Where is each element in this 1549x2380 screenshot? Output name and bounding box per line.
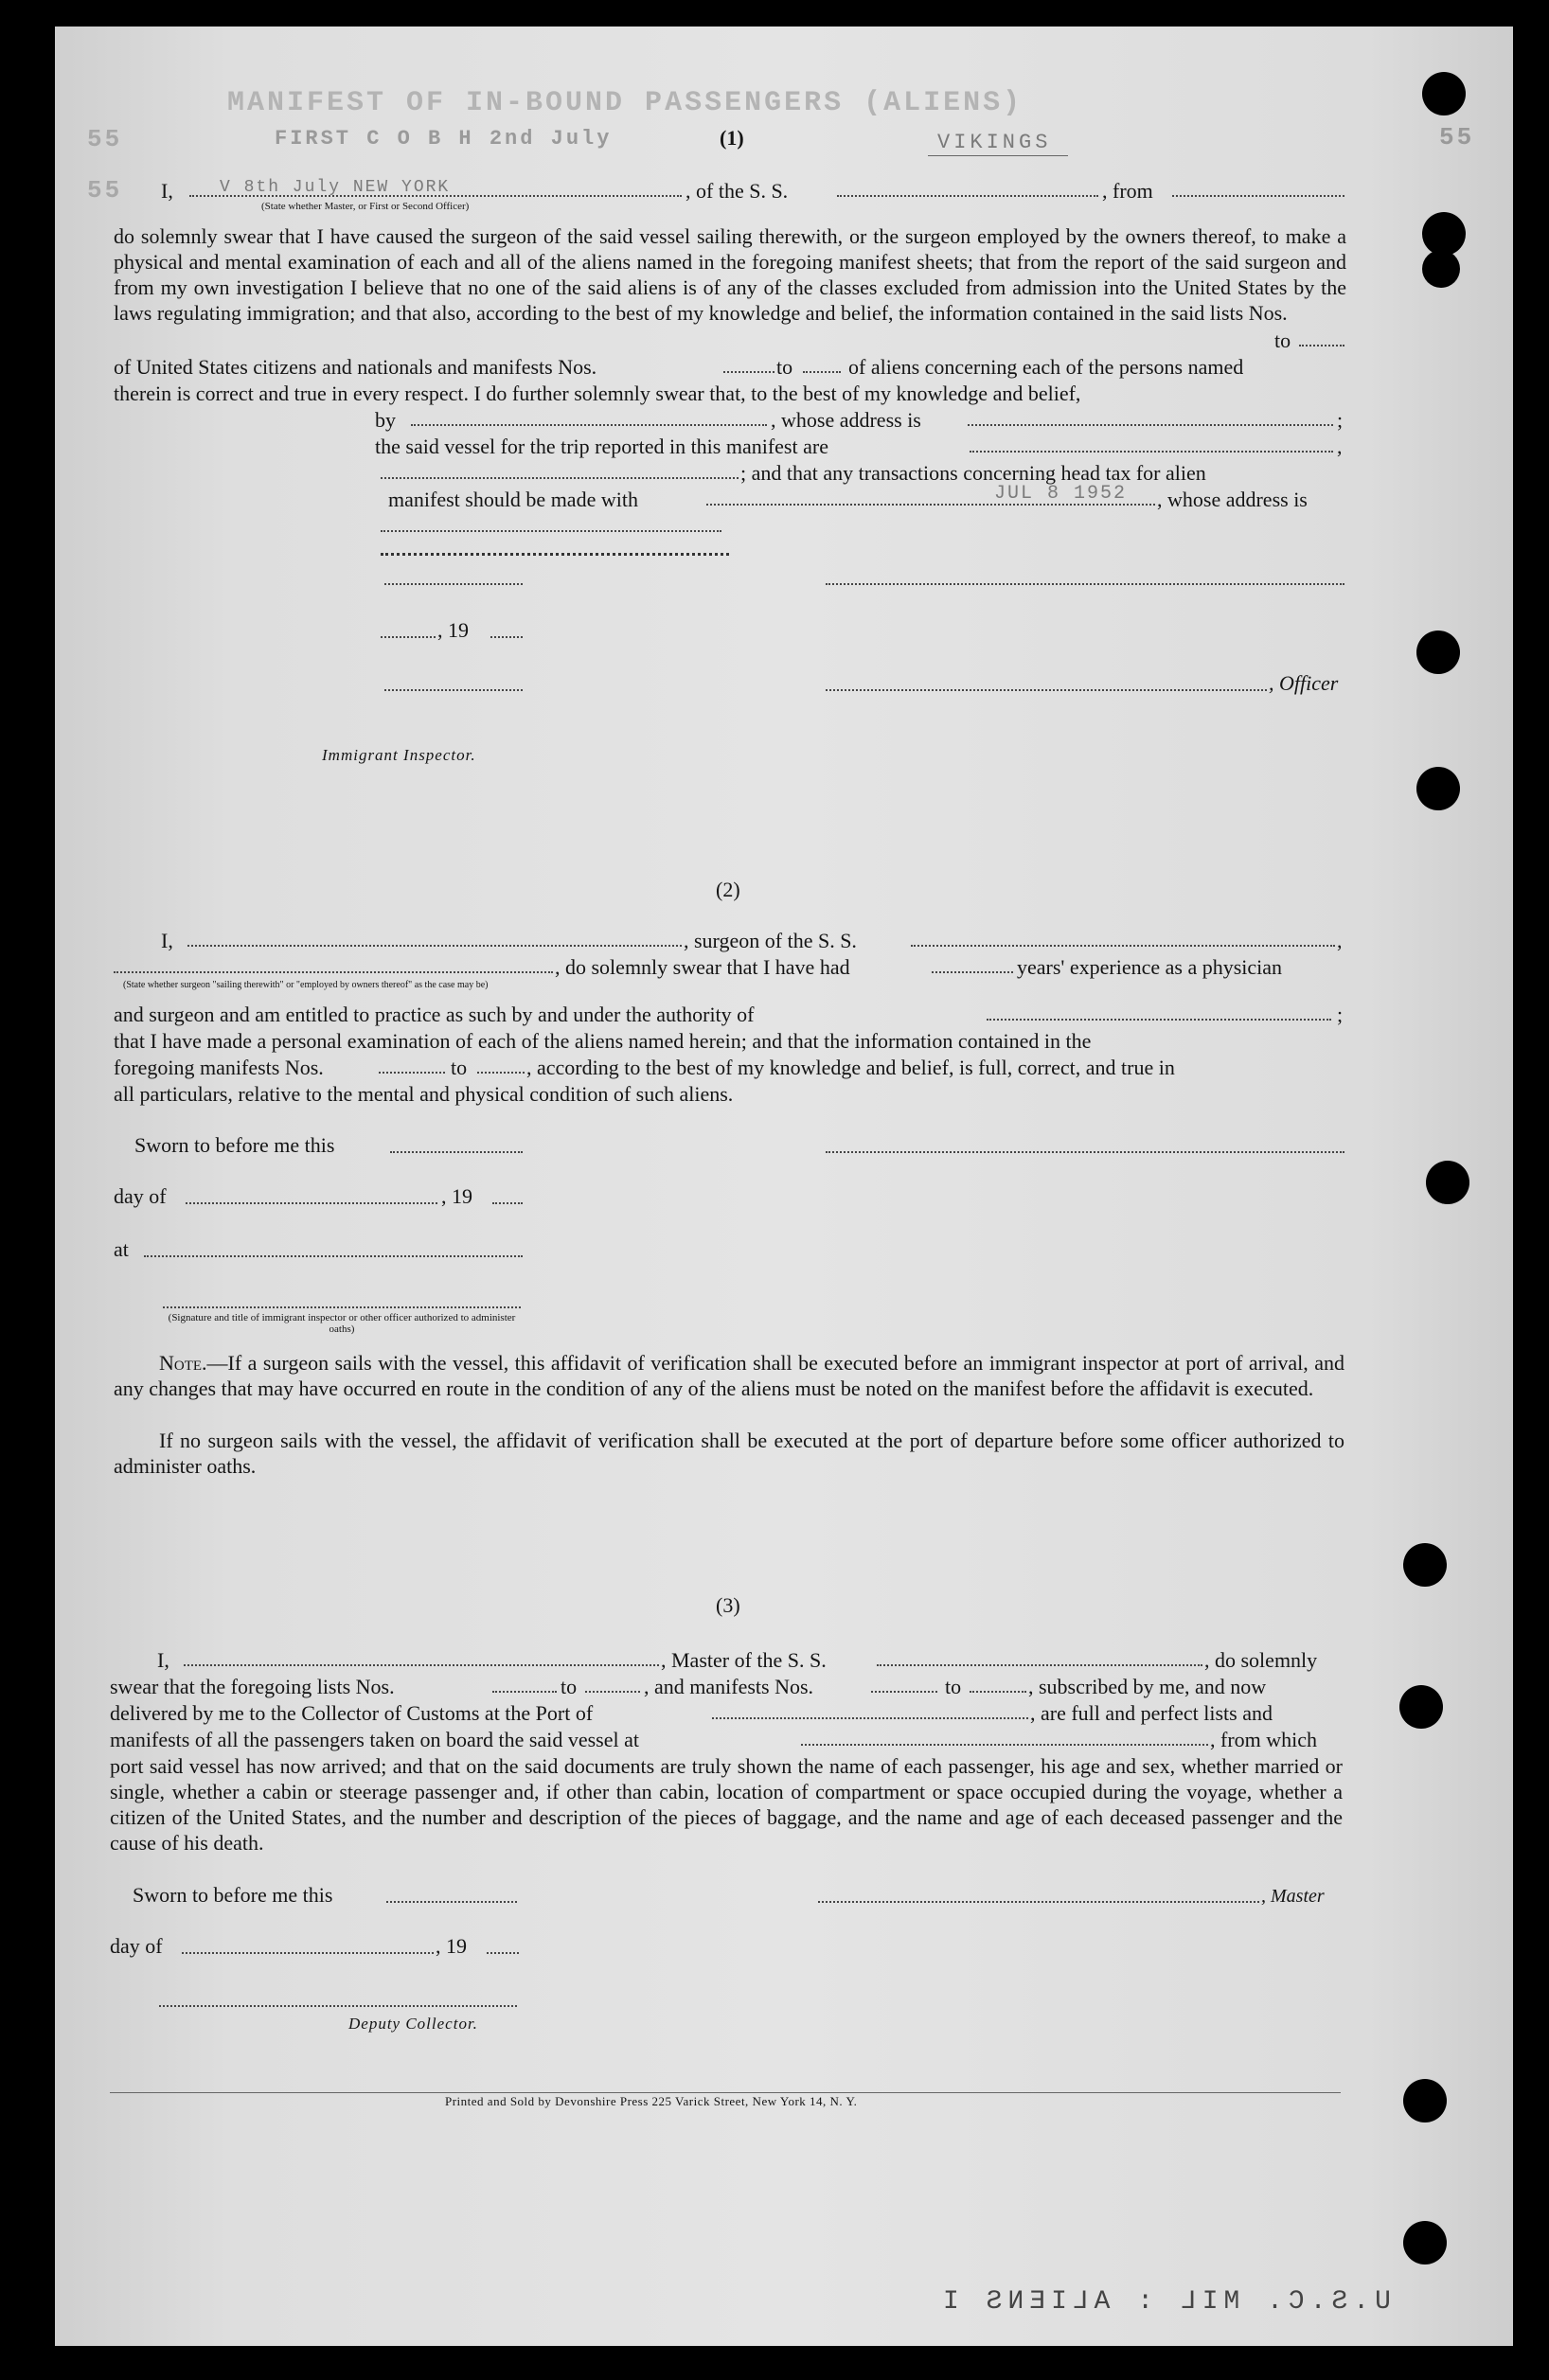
master-label: , Master xyxy=(1261,1886,1325,1907)
blank-year[interactable] xyxy=(487,1952,519,1954)
blank-lists-to[interactable] xyxy=(585,1691,640,1693)
blank-officer-name[interactable] xyxy=(189,195,682,197)
sworn-label: Sworn to before me this xyxy=(133,1883,333,1907)
blank-year[interactable] xyxy=(490,636,523,638)
blank-manifests-to[interactable] xyxy=(970,1691,1026,1693)
blank-agent-address-2[interactable] xyxy=(381,553,729,556)
section1-paragraph: do solemnly swear that I have caused the surgeon of the said vessel sailing therewith, or the surgeon employed by the owners thereof, to make a physical and mental examination of each and all of the aliens named in the foregoing manifest sheets; that from the report of the said surgeon and from my own investigation I believe that no one of the said aliens is of any of the classes excluded from admission into the United States by the laws regulating immigration; and that also, according to the best of my knowledge and belief, the information contained in the said lists Nos. xyxy=(114,224,1346,325)
at-label: at xyxy=(114,1237,129,1261)
and-manifests-label: , and manifests Nos. xyxy=(644,1675,814,1698)
note-paragraph xyxy=(114,1350,1344,1401)
surgeon-of-label: , surgeon of the S. S. xyxy=(684,929,857,952)
delivered-line: delivered by me to the Collector of Customs at the Port of xyxy=(110,1701,594,1725)
blank-ship-name[interactable] xyxy=(877,1664,1202,1666)
blank-inspector-sig[interactable] xyxy=(163,1306,521,1308)
blank-sworn-right[interactable] xyxy=(826,583,1344,585)
section1-number: (1) xyxy=(720,126,744,150)
blank-vessel-owners[interactable] xyxy=(970,451,1333,453)
by-label: by xyxy=(375,408,396,432)
year-label: , 19 xyxy=(437,618,469,642)
therein-line: therein is correct and true in every respect. I do further solemnly swear that, to the best of my knowledge and belief, xyxy=(114,382,1081,405)
blank-authority[interactable] xyxy=(987,1019,1331,1021)
to-label: to xyxy=(561,1675,578,1698)
from-label: , from xyxy=(1102,179,1153,203)
line-i-label: I, xyxy=(157,1648,169,1672)
faint-page-number: 55 xyxy=(87,125,123,153)
vessel-stamp: VIKINGS xyxy=(937,131,1052,154)
head-tax-line: ; and that any transactions concerning head tax for alien xyxy=(740,461,1206,485)
blank-surgeon-status[interactable] xyxy=(114,971,553,973)
faint-header-title: MANIFEST OF IN-BOUND PASSENGERS (ALIENS) xyxy=(227,87,1024,119)
blank-place[interactable] xyxy=(384,689,523,691)
personal-exam-line: that I have made a personal examination of each of the aliens named herein; and that the information contained in the xyxy=(114,1029,1092,1053)
blank-manifest-to[interactable] xyxy=(477,1072,525,1074)
blank-boarding-port[interactable] xyxy=(801,1744,1208,1746)
note-paragraph-2: If no surgeon sails with the vessel, the affidavit of verification shall be executed at the port of departure before some officer authorized to administer oaths. xyxy=(114,1429,1344,1478)
binder-hole xyxy=(1399,1685,1443,1729)
all-particulars-line: all particulars, relative to the mental and physical condition of such aliens. xyxy=(114,1082,734,1106)
blank-officer-sig[interactable] xyxy=(826,689,1267,691)
section3-number: (3) xyxy=(716,1593,740,1617)
blank-ship-name[interactable] xyxy=(911,945,1335,947)
semicolon: ; xyxy=(1337,1003,1344,1026)
binder-hole xyxy=(1426,1161,1469,1204)
blank-manifests-from[interactable] xyxy=(871,1691,937,1693)
line-i-label: I, xyxy=(161,929,173,952)
comma: , xyxy=(1337,929,1343,952)
to-label: to xyxy=(1274,329,1291,352)
day-of-label: day of xyxy=(114,1184,167,1208)
deputy-collector-label: Deputy Collector. xyxy=(348,2015,478,2033)
caption-signature: (Signature and title of immigrant inspector or other officer authorized to administer oaths) xyxy=(168,1312,516,1335)
blank-sworn-day[interactable] xyxy=(390,1151,523,1153)
blank-sworn-day[interactable] xyxy=(386,1901,517,1903)
binder-hole xyxy=(1403,2221,1447,2265)
blank-port[interactable] xyxy=(712,1717,1028,1719)
binder-hole xyxy=(1416,767,1460,810)
binder-hole xyxy=(1403,1543,1447,1587)
and-surgeon-line: and surgeon and am entitled to practice as such by and under the authority of xyxy=(114,1003,755,1026)
blank-day[interactable] xyxy=(381,636,436,638)
blank-master-name[interactable] xyxy=(184,1664,659,1666)
year-label: , 19 xyxy=(441,1184,472,1208)
blank-surgeon-name[interactable] xyxy=(187,945,682,947)
note-lead: Note. xyxy=(159,1351,207,1375)
mid-stamp: JUL 8 1952 xyxy=(994,483,1128,505)
of-the-ss-label: , of the S. S. xyxy=(685,179,789,203)
foregoing-label: foregoing manifests Nos. xyxy=(114,1056,324,1079)
swear-lists-label: swear that the foregoing lists Nos. xyxy=(110,1675,395,1698)
binder-hole xyxy=(1422,72,1466,115)
blank-month[interactable] xyxy=(182,1952,434,1954)
caption-master: (State whether Master, or First or Second Officer) xyxy=(261,201,470,212)
line-i-label: I, xyxy=(161,179,173,203)
binder-hole xyxy=(1416,631,1460,674)
blank-ship-name[interactable] xyxy=(837,195,1098,197)
do-solemnly-label: , do solemnly swear that I have had xyxy=(555,955,850,979)
citizens-line-end: of aliens concerning each of the persons named xyxy=(848,355,1244,379)
binder-hole xyxy=(1422,250,1460,288)
blank-master-sig[interactable] xyxy=(818,1901,1259,1903)
according-line: , according to the best of my knowledge and belief, is full, correct, and true in xyxy=(526,1056,1175,1079)
manifests-of-line: manifests of all the passengers taken on board the said vessel at xyxy=(110,1728,640,1751)
footer-stamp: U.S.C. MIL : ALIENS I xyxy=(937,2287,1391,2317)
to-label: to xyxy=(945,1675,962,1698)
blank-head-tax-agent[interactable] xyxy=(706,504,1155,506)
master-of-label: , Master of the S. S. xyxy=(661,1648,827,1672)
semicolon: ; xyxy=(1337,408,1344,432)
section3-paragraph: port said vessel has now arrived; and that on the said documents are truly shown the name of each passenger, his age and sex, whether married or single, whether a cabin or steerage passenger and, if other than cabin, location of compartment or space occupied during the voyage, whether a citizen of the United States, and the number and description of the pieces of baggage, and the name and age of each deceased passenger and the cause of his death. xyxy=(110,1754,1343,1855)
binder-hole xyxy=(1422,212,1466,256)
blank-list-to[interactable] xyxy=(1299,345,1344,346)
note-text: —If a surgeon sails with the vessel, this affidavit of verification shall be executed before an immigrant inspector at port of arrival, and any changes that may have occurred en route in the condition of any of the aliens must be noted on the manifest before the affidavit is executed. xyxy=(114,1351,1344,1400)
blank-lists-from[interactable] xyxy=(492,1691,557,1693)
footer-rule xyxy=(110,2092,1341,2093)
blank-owners-cont[interactable] xyxy=(381,477,739,479)
day-of-label: day of xyxy=(110,1934,163,1958)
blank-surgeon-sig[interactable] xyxy=(826,1151,1344,1153)
blank-at-place[interactable] xyxy=(144,1255,523,1257)
blank-by[interactable] xyxy=(411,424,767,426)
blank-manifest-from[interactable] xyxy=(723,371,774,373)
year-label: , 19 xyxy=(436,1934,467,1958)
manifest-should-line: manifest should be made with xyxy=(388,488,638,511)
immigrant-inspector-label: Immigrant Inspector. xyxy=(322,746,476,764)
handwritten-fill-in: V 8th July NEW YORK xyxy=(220,178,451,197)
blank-month[interactable] xyxy=(186,1202,437,1204)
are-full-label: , are full and perfect lists and xyxy=(1030,1701,1273,1725)
blank-collector-sig[interactable] xyxy=(159,2005,517,2007)
to-label: to xyxy=(451,1056,468,1079)
comma: , xyxy=(1337,435,1343,458)
faint-page-number: 55 xyxy=(1439,123,1475,151)
do-solemnly-label: , do solemnly xyxy=(1204,1648,1318,1672)
blank-manifest-to[interactable] xyxy=(803,371,841,373)
vessel-stamp-underline xyxy=(928,155,1068,156)
caption-surgeon: (State whether surgeon "sailing therewith" or "employed by owners thereof" as the case may be) xyxy=(123,980,489,990)
years-exp-label: years' experience as a physician xyxy=(1017,955,1283,979)
subscribed-label: , subscribed by me, and now xyxy=(1028,1675,1267,1698)
from-which-label: , from which xyxy=(1210,1728,1318,1751)
said-vessel-line: the said vessel for the trip reported in this manifest are xyxy=(375,435,828,458)
blank-years[interactable] xyxy=(932,971,1013,973)
section2-number: (2) xyxy=(716,878,740,901)
whose-address-label: , whose address is xyxy=(771,408,921,432)
blank-year[interactable] xyxy=(492,1202,523,1204)
whose-address-label-2: , whose address is xyxy=(1157,488,1308,511)
sworn-label: Sworn to before me this xyxy=(134,1133,335,1157)
blank-agent-address[interactable] xyxy=(381,530,721,532)
faint-page-number: 55 xyxy=(87,176,123,204)
to-label: to xyxy=(776,355,793,379)
binder-hole xyxy=(1403,2079,1447,2122)
blank-address[interactable] xyxy=(968,424,1333,426)
blank-sworn-left[interactable] xyxy=(384,583,523,585)
blank-manifest-from[interactable] xyxy=(379,1072,445,1074)
printer-imprint: Printed and Sold by Devonshire Press 225 Varick Street, New York 14, N. Y. xyxy=(445,2094,858,2108)
faint-header-line2: FIRST C O B H 2nd July xyxy=(275,127,613,151)
citizens-line: of United States citizens and nationals and manifests Nos. xyxy=(114,355,597,379)
officer-label: , Officer xyxy=(1269,671,1339,695)
blank-from-port[interactable] xyxy=(1172,195,1344,197)
